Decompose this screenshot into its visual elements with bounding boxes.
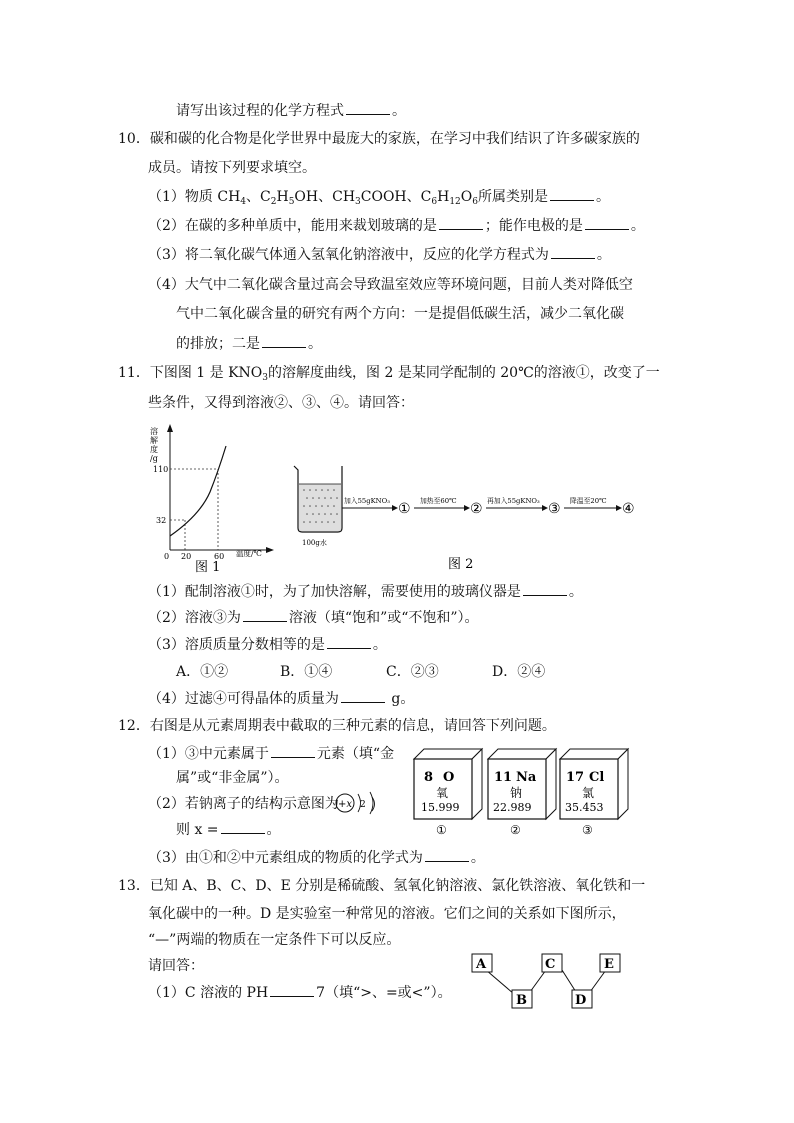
q10-s2-a: （2）在碳的多种单质中，能用来裁划玻璃的是 [148, 218, 437, 234]
q11-s3-blank[interactable] [327, 635, 371, 649]
q12-sub1-line2: 属”或“非金属”）。 [176, 770, 289, 786]
step-3-label: 再加入55gKNO₃ [487, 497, 540, 505]
element-tile-sodium [488, 749, 556, 837]
q10-s3-text: （3）将二氧化碳气体通入氢氧化钠溶液中，反应的化学方程式为 [148, 247, 549, 263]
q10-s2-blank1[interactable] [439, 216, 483, 230]
chlorine-number: 17 [566, 770, 585, 785]
chlorine-mass: 35.453 [565, 801, 604, 814]
q12-s2-c: 则 x = [176, 822, 219, 838]
q10-s1-f4: 5 [288, 197, 295, 207]
process-figure [290, 460, 640, 575]
oxygen-name: 氧 [436, 786, 449, 800]
element-tile-chlorine [560, 749, 628, 837]
shell-1-count: 2 [360, 800, 366, 810]
q11-stem1-b: 的溶解度曲线，图 2 是某同学配制的 20℃的溶液①，改变了一 [268, 365, 660, 381]
element-tiles [412, 745, 638, 840]
q10-s1-f11: O [460, 189, 473, 205]
q10-s1-f8: 6 [431, 197, 438, 207]
q10-stem1 [118, 129, 640, 149]
edge-c-d [562, 970, 576, 992]
q13-sub1 [148, 983, 452, 1003]
xtick-20: 20 [181, 552, 192, 561]
q11-sub3: （3）溶质质量分数相等的是 。 [148, 637, 387, 653]
q11-s2-blank[interactable] [243, 608, 287, 622]
nucleus-charge: +x [338, 799, 353, 810]
q10-s1-f7: COOH、C [360, 189, 432, 205]
q10-sub3: （3）将二氧化碳气体通入氢氧化钠溶液中，反应的化学方程式为 。 [148, 247, 611, 263]
q10-s1-f3: H [276, 189, 289, 205]
q10-s4-blank[interactable] [262, 334, 306, 348]
q9-blank[interactable] [346, 101, 390, 115]
q10-s4-text: 的排放；二是 [176, 336, 260, 352]
node-d: D [575, 993, 587, 1008]
ylabel-char-2: 解 [150, 436, 158, 445]
step-1-label: 加入55gKNO₃ [344, 497, 390, 505]
chlorine-label: ③ [582, 823, 593, 837]
sodium-number: 11 [494, 770, 513, 785]
q11-s3-text: （3）溶质质量分数相等的是 [148, 637, 325, 653]
q12-s2-blank[interactable] [221, 820, 265, 834]
q12-s1-blank[interactable] [271, 744, 315, 758]
y-axis-arrow [167, 424, 173, 432]
ylabel-char-4: /g [150, 454, 158, 463]
step-2-label: 加热至60℃ [420, 497, 457, 505]
q10-stem1-text: 碳和碳的化合物是化学世界中最庞大的家族，在学习中我们结识了许多碳家族的 [149, 131, 640, 147]
q13-number: 13． [118, 878, 150, 894]
node-3: ③ [548, 501, 561, 517]
q11-s4-blank[interactable] [341, 689, 385, 703]
x-axis-label: 温度/℃ [236, 549, 262, 558]
q11-stem1-a: 下图图 1 是 KNO [149, 365, 263, 381]
q9-text: 请写出该过程的化学方程式 [176, 103, 344, 119]
q12-stem [118, 716, 556, 736]
xtick-0: 0 [164, 552, 170, 561]
q13-s1-b: 7（填“>、=或<”）。 [316, 985, 452, 1001]
node-1: ① [398, 501, 411, 517]
q12-sub2-line1 [148, 794, 339, 814]
step-4-label: 降温至20℃ [570, 497, 607, 505]
oxygen-mass: 15.999 [421, 801, 460, 814]
q12-stem-text: 右图是从元素周期表中截取的三种元素的信息，请回答下列问题。 [149, 718, 556, 734]
q10-s1-f0: 4 [240, 197, 247, 207]
q11-stem1-sub: 3 [262, 373, 269, 383]
q13-s1-a: （1）C 溶液的 PH [148, 985, 269, 1001]
q10-s1-f10: 12 [449, 197, 461, 207]
node-c: C [545, 957, 556, 972]
q10-s1-f12: 6 [472, 197, 478, 207]
q11-s4-a: （4）过滤④可得晶体的质量为 [148, 691, 339, 707]
q12-sub2-line2: 则 x = 。 [176, 822, 281, 838]
q12-s1-a: （1）③中元素属于 [148, 746, 269, 762]
q12-sub1-line1 [148, 744, 394, 764]
q12-s3-text: （3）由①和②中元素组成的物质的化学式为 [148, 850, 423, 866]
q10-sub1: （1）物质 $CH_4$、$C_2H_5OH$、$CH_3COOH$、$C_6H_{12}O_6$所属类别是 。 [148, 189, 610, 207]
chlorine-symbol: Cl [589, 770, 605, 785]
ytick-32: 32 [156, 516, 167, 525]
q10-s1-prefix: （1）物质 CH [148, 189, 241, 205]
chlorine-name: 氯 [582, 786, 595, 800]
q13-stem3: “—”两端的物质在一定条件下可以反应。 [148, 932, 401, 948]
q11-stem1 [118, 363, 660, 383]
q11-sub2 [148, 608, 479, 628]
sodium-name: 钠 [510, 786, 523, 800]
q13-stem1-text: 已知 A、B、C、D、E 分别是稀硫酸、氢氧化钠溶液、氯化铁溶液、氧化铁和一 [149, 878, 646, 894]
q10-s1-f2: 2 [270, 197, 277, 207]
q10-s3-blank[interactable] [551, 245, 595, 259]
q11-choice-b[interactable]: B．①④ [280, 664, 333, 680]
q10-s1-f9: H [437, 189, 450, 205]
beaker-icon [294, 466, 342, 532]
figure-1-caption: 图 1 [195, 560, 221, 575]
x-axis-arrow [266, 547, 274, 553]
node-a: A [476, 957, 487, 972]
q13-stem2: 氧化碳中的一种。D 是实验室一种常见的溶液。它们之间的关系如下图所示， [148, 906, 626, 922]
q10-number: 10． [118, 131, 150, 147]
node-b: B [516, 993, 527, 1008]
q10-s2-b: ；能作电极的是 [484, 218, 583, 234]
solubility-curve-figure [140, 420, 280, 575]
q11-s2-b: 溶液（填“饱和”或“不饱和”）。 [288, 610, 479, 626]
element-tile-oxygen [414, 749, 482, 837]
q10-sub4-line2: 气中二氧化碳含量的研究有两个方向：一是提倡低碳生活，减少二氧化碳 [176, 306, 624, 322]
sodium-ion-diagram [332, 790, 382, 820]
edge-b-c [530, 970, 546, 992]
q11-choice-d[interactable]: D．②④ [492, 664, 546, 680]
sodium-label: ② [510, 823, 521, 837]
oxygen-label: ① [436, 823, 447, 837]
sodium-mass: 22.989 [493, 801, 532, 814]
q11-s1-blank[interactable] [523, 582, 567, 596]
q10-sub2: （2）在碳的多种单质中，能用来裁划玻璃的是 ；能作电极的是 。 [148, 218, 645, 234]
q11-s2-a: （2）溶液③为 [148, 610, 241, 626]
node-e: E [604, 957, 614, 972]
xtick-60: 60 [214, 552, 225, 561]
q9-line: 请写出该过程的化学方程式 。 [176, 103, 406, 119]
q13-stem1 [118, 876, 645, 896]
q11-choice-c[interactable]: C．②③ [386, 664, 439, 680]
q12-s1-b: 元素（填“金 [316, 746, 395, 762]
oxygen-symbol: O [443, 770, 455, 785]
ylabel-char-3: 度 [150, 445, 158, 454]
q10-s1-f1: 、C [246, 189, 271, 205]
q10-s1-f6: 3 [355, 197, 361, 207]
q10-s1-f5: OH、CH [294, 189, 356, 205]
ylabel-char-1: 溶 [150, 427, 158, 436]
q11-sub1: （1）配制溶液①时，为了加快溶解，需要使用的玻璃仪器是 。 [148, 584, 583, 600]
oxygen-number: 8 [424, 770, 434, 785]
q11-s1-text: （1）配制溶液①时，为了加快溶解，需要使用的玻璃仪器是 [148, 584, 521, 600]
q10-sub4-line1: （4）大气中二氧化碳含量过高会导致温室效应等环境问题，目前人类对降低空 [148, 277, 633, 293]
q10-sub4-line3: 的排放；二是 。 [176, 336, 322, 352]
q12-number: 12． [118, 718, 150, 734]
sodium-symbol: Na [516, 770, 537, 785]
q11-sub4 [148, 689, 414, 709]
q11-choice-a[interactable]: A．①② [176, 664, 229, 680]
q10-s2-blank2[interactable] [585, 216, 629, 230]
q12-s2-a: （2）若钠离子的结构示意图为 [148, 796, 339, 812]
edge-a-b [486, 970, 514, 994]
q10-stem2: 成员。请按下列要求填空。 [148, 160, 316, 176]
ytick-110: 110 [153, 465, 169, 474]
edge-d-e [590, 970, 606, 992]
q11-stem2: 些条件，又得到溶液②、③、④。请回答： [148, 395, 414, 411]
q13-s1-blank[interactable] [270, 983, 314, 997]
beaker-label: 100g水 [302, 539, 327, 547]
q11-number: 11． [118, 365, 150, 381]
q12-sub3: （3）由①和②中元素组成的物质的化学式为 。 [148, 850, 485, 866]
q11-s4-b: g。 [391, 691, 415, 707]
figure-2-caption: 图 2 [448, 557, 474, 572]
node-2: ② [470, 501, 483, 517]
q10-s1-blank[interactable] [550, 187, 594, 201]
q13-answer-prompt: 请回答： [148, 958, 204, 974]
node-4: ④ [622, 501, 635, 517]
q10-s1-suffix: 所属类别是 [477, 189, 548, 205]
relation-diagram [470, 950, 630, 1010]
q12-s3-blank[interactable] [425, 848, 469, 862]
